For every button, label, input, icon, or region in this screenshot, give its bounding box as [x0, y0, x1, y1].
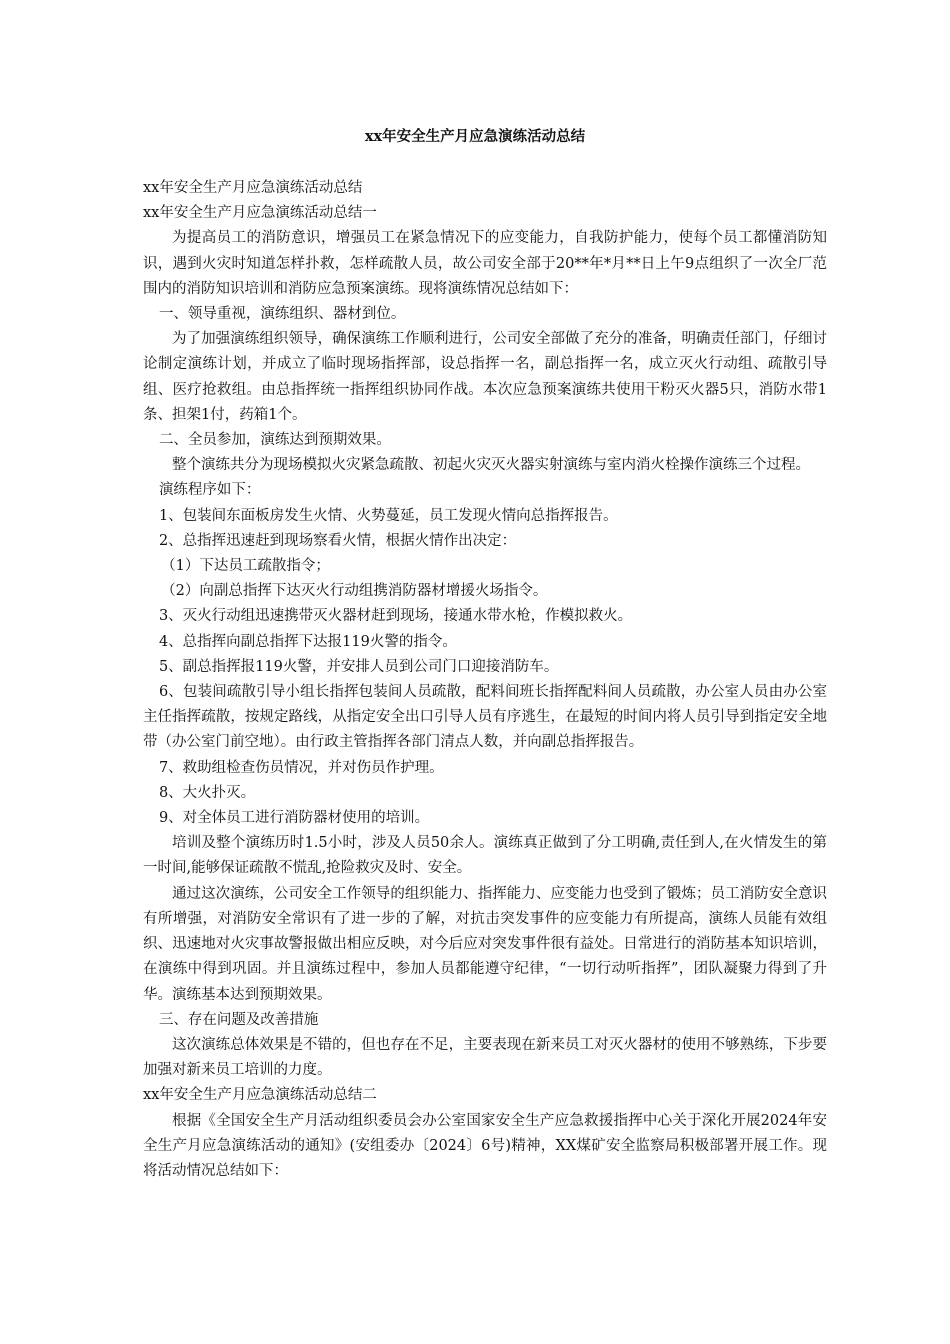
list-item: 二、全员参加，演练达到预期效果。: [158, 432, 391, 449]
document-body: [143, 176, 827, 1184]
section-heading: xx年安全生产月应急演练活动总结一: [143, 205, 377, 222]
list-item: 6、包装间疏散引导小组长指挥包装间人员疏散，配料间班长指挥配料间人员疏散，办公室人员由办公室主任指挥疏散，按规定路线，从指定安全出口引导人员有序逃生，在最短的时间内将人员引导到指定安全地带（办公室门前空地）。由行政主管指挥各部门清点人数，并向副总指挥报告。: [143, 684, 827, 751]
list-item: 5、副总指挥报119火警，并安排人员到公司门口迎接消防车。: [158, 658, 559, 675]
body-paragraph: 整个演练共分为现场模拟火灾紧急疏散、初起火灾灭火器实射演练与室内消火栓操作演练三个过程。: [172, 457, 810, 474]
list-item: 8、大火扑灭。: [158, 784, 256, 801]
list-item: 演练程序如下：: [158, 482, 261, 499]
list-item: 9、对全体员工进行消防器材使用的培训。: [158, 810, 430, 827]
body-paragraph: 为提高员工的消防意识，增强员工在紧急情况下的应变能力，自我防护能力，使每个员工都懂消防知识，遇到火灾时知道怎样扑救，怎样疏散人员，故公司安全部于20**年*月**日上午9点组织了一次全厂范围内的消防知识培训和消防应急预案演练。现将演练情况总结如下：: [143, 230, 827, 297]
body-paragraph: 通过这次演练，公司安全工作领导的组织能力、指挥能力、应变能力也受到了锻炼；员工消防安全意识有所增强，对消防安全常识有了进一步的了解，对抗击突发事件的应变能力有所提高，演练人员能有效组织、迅速地对火灾事故警报做出相应反映，对今后应对突发事件很有益处。日常进行的消防基本知识培训，在演练中得到巩固。并且演练过程中，参加人员都能遵守纪律，“一切行动听指挥”，团队凝聚力得到了升华。演练基本达到预期效果。: [143, 885, 827, 1003]
list-item: 4、总指挥向副总指挥下达报119火警的指令。: [158, 633, 457, 650]
body-paragraph: 为了加强演练组织领导，确保演练工作顺利进行，公司安全部做了充分的准备，明确责任部门，仔细讨论制定演练计划，并成立了临时现场指挥部，设总指挥一名，副总指挥一名，成立灭火行动组、疏散引导组、医疗抢救组。由总指挥统一指挥组织协同作战。本次应急预案演练共使用干粉灭火器5只，消防水带1条、担架1付，药箱1个。: [143, 331, 827, 423]
list-item: （2）向副总指挥下达灭火行动组携消防器材增援火场指令。: [161, 583, 548, 600]
list-item: 三、存在问题及改善措施: [158, 1011, 319, 1028]
body-paragraph: 这次演练总体效果是不错的，但也存在不足，主要表现在新来员工对灭火器材的使用不够熟练，下步要加强对新来员工培训的力度。: [143, 1036, 827, 1079]
list-item: 7、救助组检查伤员情况，并对伤员作护理。: [158, 759, 444, 776]
document-title: xx年安全生产月应急演练活动总结: [364, 128, 586, 145]
list-item: 3、灭火行动组迅速携带灭火器材赶到现场，接通水带水枪，作模拟救火。: [158, 608, 633, 625]
body-paragraph: 培训及整个演练历时1.5小时，涉及人员50余人。演练真正做到了分工明确,责任到人,在火情发生的第一时间,能够保证疏散不慌乱,抢险救灾及时、安全。: [143, 835, 827, 877]
section-heading: xx年安全生产月应急演练活动总结: [143, 180, 363, 196]
section-heading: xx年安全生产月应急演练活动总结二: [143, 1087, 377, 1104]
list-item: （1）下达员工疏散指令；: [161, 558, 330, 575]
list-item: 1、包装间东面板房发生火情、火势蔓延，员工发现火情向总指挥报告。: [158, 507, 618, 524]
list-item: 2、总指挥迅速赶到现场察看火情，根据火情作出决定：: [158, 532, 517, 549]
body-paragraph: 根据《全国安全生产月活动组织委员会办公室国家安全生产应急救援指挥中心关于深化开展2024年安全生产月应急演练活动的通知》(安组委办〔2024〕6号)精神，XX煤矿安全监察局积极部署开展工作。现将活动情况总结如下：: [143, 1112, 827, 1179]
list-item: 一、领导重视，演练组织、器材到位。: [158, 306, 406, 323]
